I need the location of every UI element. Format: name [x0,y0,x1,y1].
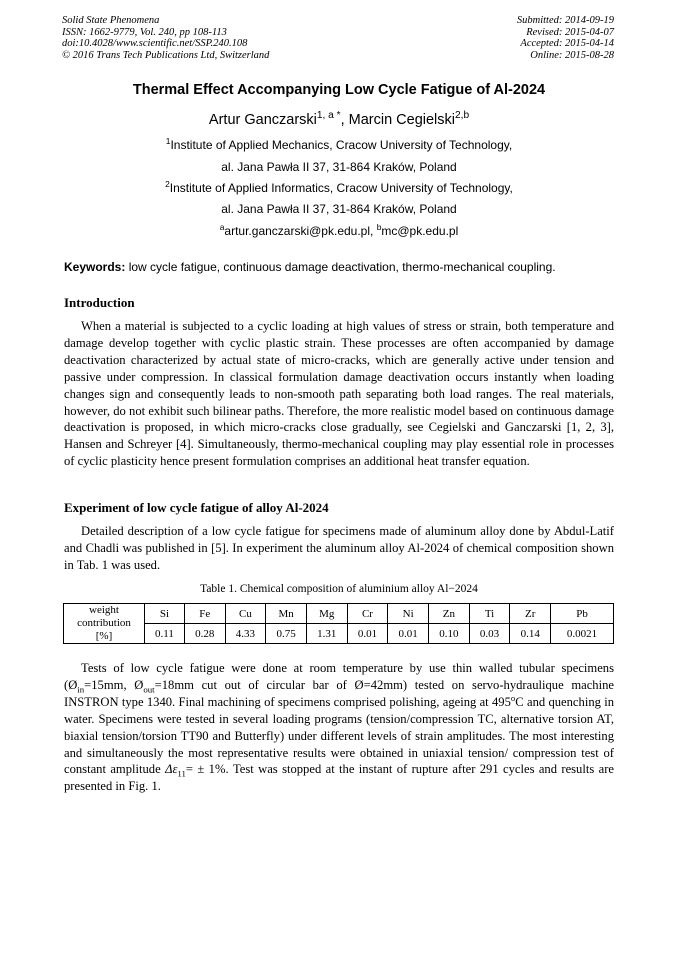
online-date: Online: 2015-08-28 [530,49,614,61]
affiliation-mark: 1 [165,136,171,146]
subscript: 11 [177,768,186,779]
value-cell: 4.33 [225,624,266,644]
value-cell: 0.03 [469,624,510,644]
introduction-paragraph: When a material is subjected to a cyclic loading at high values of stress or strain, both temperature and damage develop together with cyclic plastic strain. These processes are often accompanied by damage deactivation characterized by actual state of micro-cracks, which are generally active under tension and passive under compression. In classical formulation damage deactivation occurs instantly when loading changes sign and consequently leads to non-smooth path separating both load ranges. The real materials, however, do not exhibit such bilinear paths. Therefore, the more realistic model based on continuous damage deactivation is proposed, in which micro-cracks close gradually, see Cegielski and Ganczarski [1, 2, 3], Hansen and Schreyer [4]. Simultaneously, thermo-mechanical coupling may play essential role in processes of cyclic plasticity hence present formulation comprises an additional heat transfer equation. [64,319,614,469]
affiliation-1-address: al. Jana Pawła II 37, 31-864 Kraków, Poland [221,160,457,174]
affiliation-text: Institute of Applied Mechanics, Cracow University of Technology, [170,138,513,152]
text-run: =15mm, Ø [84,677,144,692]
accepted-date: Accepted: 2015-04-14 [520,38,614,49]
element-header-cell: Ni [388,604,429,624]
row-label-line: contribution [77,617,131,629]
author-separator: , [340,112,349,128]
subscript: in [77,684,85,695]
doi[interactable]: doi:10.4028/www.scientific.net/SSP.240.108 [62,38,248,49]
affiliation-1 [0,138,678,152]
element-header-cell: Mg [306,604,347,624]
row-label-cell [64,604,145,644]
element-header-cell: Cr [347,604,388,624]
element-header-cell: Si [145,604,185,624]
table-caption: Table 1. Chemical composition of aluminium alloy Al−2024 [200,583,478,595]
affiliation-2-address: al. Jana Pawła II 37, 31-864 Kraków, Poland [221,202,457,216]
paper-title: Thermal Effect Accompanying Low Cycle Fatigue of Al-2024 [132,82,546,98]
email-link[interactable]: mc@pk.edu.pl [381,224,459,238]
tests-paragraph [64,660,614,795]
text-run: C and quenching in water. Specimens were tested in several loading programs (tension/compression TC, alternative torsion AT, biaxial tension/torsion TT90 and Butterfly) under different levels of strain amplitudes. The most interesting and simultaneously the most representative results were obtained in uniaxial tension/ compression test of constant amplitude [64,694,615,777]
table-header-row [64,604,614,624]
publication-dates [517,15,614,61]
value-cell: 0.0021 [551,624,614,644]
revised-date: Revised: 2015-04-07 [526,26,614,38]
experiment-paragraph: Detailed description of a low cycle fatigue for specimens made of aluminum alloy done by Abdul-Latif and Chadli was published in [5]. In experiment the aluminum alloy Al-2024 of chemical composition shown in Tab. 1 was used. [64,524,614,572]
journal-name: Solid State Phenomena [62,15,160,26]
value-cell: 0.28 [184,624,225,644]
element-header-cell: Ti [469,604,510,624]
text-run: = ± 1%. Test was stopped at the instant of rupture after 291 cycles and results are presented in Fig. 1. [64,762,614,794]
value-cell: 0.10 [429,624,470,644]
table-value-row [64,624,614,644]
value-cell: 0.11 [145,624,185,644]
copyright: © 2016 Trans Tech Publications Ltd, Switzerland [62,49,270,61]
text-run: =18mm cut out of circular bar of Ø=42mm) tested on servo-hydraulique machine INSTRON type 1340. Final machining of specimens comprised polishing, ageing at 495 [64,677,614,709]
element-header-cell: Pb [551,604,614,624]
row-label-line: [%] [95,630,113,642]
subscript: out [143,684,155,695]
author-line [0,112,678,128]
element-header-cell: Cu [225,604,266,624]
email-mark: b [376,222,382,232]
text-run: Tests of low cycle fatigue were done at room temperature by use thin walled tubular specimens (Ø [64,661,614,692]
email-link[interactable]: artur.ganczarski@pk.edu.pl, [224,224,377,238]
value-cell: 0.01 [347,624,388,644]
author-affiliation-mark: 2,b [455,110,470,122]
author-emails [0,224,678,238]
value-cell: 1.31 [306,624,347,644]
keywords-text: low cycle fatigue, continuous damage deactivation, thermo-mechanical coupling. [125,260,556,274]
author-name: Marcin Cegielski [348,112,455,128]
composition-table [63,603,614,644]
keywords-label: Keywords: [64,260,126,274]
issn: ISSN: 1662-9779, Vol. 240, pp 108-113 [62,26,227,38]
value-cell: 0.14 [510,624,551,644]
email-mark: a [219,222,225,232]
section-heading-experiment: Experiment of low cycle fatigue of alloy Al-2024 [64,500,329,515]
journal-info [62,15,269,61]
value-cell: 0.01 [388,624,429,644]
math-symbol: Δε [165,762,178,777]
superscript: o [510,692,516,703]
element-header-cell: Zn [429,604,470,624]
affiliation-mark: 2 [165,179,170,189]
value-cell: 0.75 [266,624,307,644]
author-name: Artur Ganczarski [208,112,317,128]
keywords [64,260,624,274]
submitted-date: Submitted: 2014-09-19 [516,15,614,26]
element-header-cell: Zr [510,604,551,624]
row-label-line: weight [89,604,119,616]
author-affiliation-mark: 1, a * [316,110,341,122]
element-header-cell: Mn [266,604,307,624]
affiliation-2 [0,181,678,195]
element-header-cell: Fe [184,604,225,624]
section-heading-introduction: Introduction [64,295,135,310]
affiliation-text: Institute of Applied Informatics, Cracow University of Technology, [169,181,513,195]
